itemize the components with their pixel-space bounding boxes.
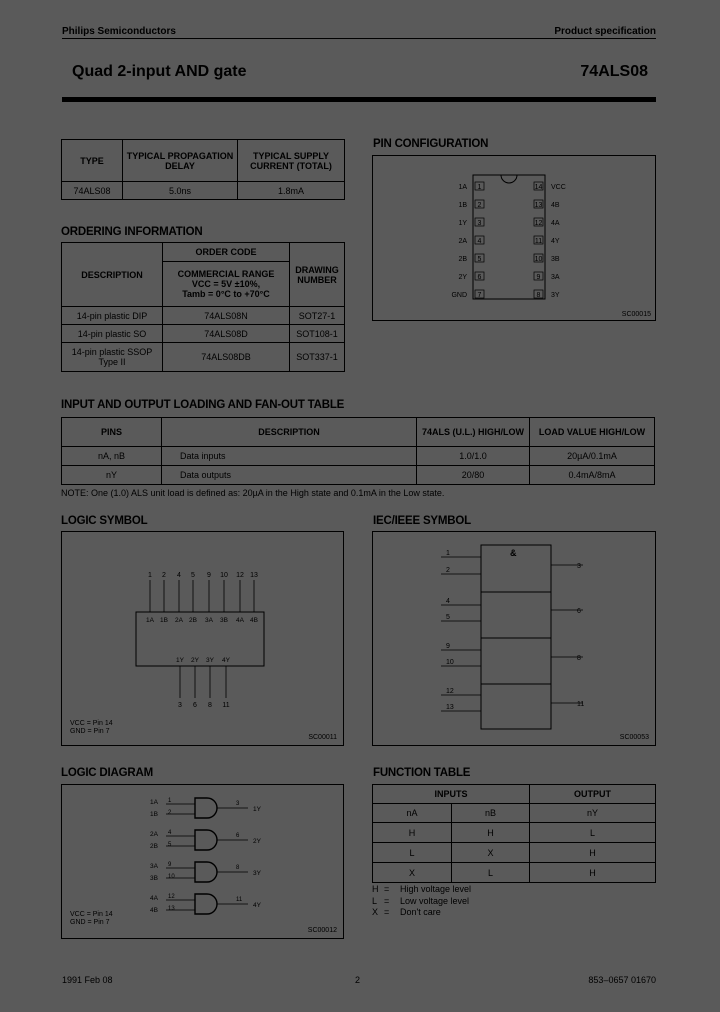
ld-input-pin: 12 xyxy=(168,894,175,900)
ft-cell: H xyxy=(530,863,656,883)
ld-output-label: 2Y xyxy=(253,838,261,845)
dip-pin-label: 2B xyxy=(458,256,467,263)
dip-pin-label: 3B xyxy=(551,256,560,263)
ls-input-label: 3A xyxy=(205,617,213,624)
ld-ul: 20/80 xyxy=(417,466,530,485)
ls-input-label: 2B xyxy=(189,617,197,624)
ls-top-pin: 5 xyxy=(191,572,195,579)
dip-pin-label: 2Y xyxy=(458,274,467,281)
ls-output-pin: 3 xyxy=(178,702,182,709)
ld-input-label: 4A xyxy=(150,895,158,902)
dip-pin-label: 4A xyxy=(551,220,560,227)
ordering-table xyxy=(61,242,345,372)
summary-table xyxy=(61,139,345,200)
ld-input-pin: 9 xyxy=(168,862,172,868)
ld-input-label: 1A xyxy=(150,799,158,806)
ld-load: 0.4mA/8mA xyxy=(530,466,655,485)
iec-input-pin: 12 xyxy=(446,688,454,695)
ordering-title: ORDERING INFORMATION xyxy=(61,226,203,238)
doc-type: Product specification xyxy=(554,26,656,37)
ft-h-inputs: INPUTS xyxy=(373,785,530,804)
ld-input-pin: 2 xyxy=(168,810,172,816)
iec-input-pin: 9 xyxy=(446,643,450,650)
th-delay: TYPICAL PROPAGATION DELAY xyxy=(123,140,238,182)
logic-diagram-title: LOGIC DIAGRAM xyxy=(61,767,153,779)
ld-power-notes xyxy=(70,911,113,927)
title-rule xyxy=(62,97,656,102)
ord-h-vcc: VCC = 5V ±10%, xyxy=(191,279,261,289)
ls-input-label: 4A xyxy=(236,617,244,624)
logic-symbol-diagram xyxy=(62,532,343,745)
logic-symbol-pins xyxy=(146,572,258,709)
ls-top-pin: 9 xyxy=(207,572,211,579)
dip-pin-number: 14 xyxy=(534,184,543,191)
ld-pins: nY xyxy=(62,466,162,485)
ord-desc: 14-pin plastic DIP xyxy=(62,307,163,325)
loading-note: NOTE: One (1.0) ALS unit load is defined as: 20µA in the High state and 0.1mA in the Low state. xyxy=(61,488,445,498)
pin-config-code: SC00015 xyxy=(621,311,651,318)
ld-h-load: LOAD VALUE HIGH/LOW xyxy=(530,418,655,447)
dip-pin-label: 1A xyxy=(458,184,467,191)
dip-pin-number: 7 xyxy=(477,292,482,299)
ld-desc: Data outputs xyxy=(162,466,417,485)
ord-h-commercial xyxy=(163,262,290,307)
iec-input-pin: 2 xyxy=(446,567,450,574)
ls-vcc: VCC = Pin 14 xyxy=(70,720,113,727)
ld-input-label: 3B xyxy=(150,875,158,882)
ls-top-pin: 10 xyxy=(220,572,228,579)
ls-top-pin: 2 xyxy=(162,572,166,579)
ord-h-tamb: Tamb = 0°C to +70°C xyxy=(182,289,270,299)
dip-pin-label: VCC xyxy=(551,184,566,191)
company-name: Philips Semiconductors xyxy=(62,26,176,37)
cell-type: 74ALS08 xyxy=(62,182,123,200)
ord-h-order: ORDER CODE xyxy=(163,243,290,262)
cell-supply: 1.8mA xyxy=(238,182,345,200)
footer-doc: 853–0657 01670 xyxy=(588,975,656,985)
ld-pins: nA, nB xyxy=(62,447,162,466)
ft-cell: X xyxy=(373,863,452,883)
dip-pin-number: 10 xyxy=(534,256,543,263)
ft-cell: L xyxy=(373,843,452,863)
dip-pin-number: 13 xyxy=(534,202,543,209)
ord-desc: 14-pin plastic SO xyxy=(62,325,163,343)
pin-config-title: PIN CONFIGURATION xyxy=(373,138,489,150)
ft-cell: L xyxy=(452,863,530,883)
dip-pin-number: 9 xyxy=(536,274,541,281)
iec-input-pin: 13 xyxy=(446,704,454,711)
ls-top-pin: 1 xyxy=(148,572,152,579)
ls-output-pin: 8 xyxy=(208,702,212,709)
iec-title: IEC/IEEE SYMBOL xyxy=(373,515,471,527)
ft-cell: H xyxy=(373,823,452,843)
part-number: 74ALS08 xyxy=(580,63,648,80)
dip-pin-label: 3Y xyxy=(551,292,560,299)
dip-package-diagram xyxy=(373,156,655,320)
ld-input-pin: 1 xyxy=(168,798,172,804)
pin-config-box xyxy=(372,155,656,321)
ld-output-pin: 6 xyxy=(236,833,240,839)
dip-pin-label: 3A xyxy=(551,274,560,281)
dip-pin-number: 6 xyxy=(477,274,482,281)
ld-output-pin: 11 xyxy=(236,897,243,903)
th-type: TYPE xyxy=(62,140,123,182)
dip-pin-label: GND xyxy=(451,292,467,299)
iec-output-pin: 6 xyxy=(577,608,581,615)
logic-symbol-title: LOGIC SYMBOL xyxy=(61,515,148,527)
ld-desc: Data inputs xyxy=(162,447,417,466)
loading-title: INPUT AND OUTPUT LOADING AND FAN-OUT TABLE xyxy=(61,399,345,411)
ld-output-pin: 8 xyxy=(236,865,240,871)
dip-notch xyxy=(501,175,517,183)
ld-vcc: VCC = Pin 14 xyxy=(70,911,113,918)
ft-legend-row: L = Low voltage level xyxy=(372,895,470,906)
dip-pin-number: 5 xyxy=(477,256,482,263)
loading-table xyxy=(61,417,655,485)
ld-load: 20µA/0.1mA xyxy=(530,447,655,466)
ld-output-label: 3Y xyxy=(253,870,261,877)
ls-input-label: 4B xyxy=(250,617,258,624)
cell-delay: 5.0ns xyxy=(123,182,238,200)
page-title: Quad 2-input AND gate xyxy=(72,63,247,80)
dip-pin-number: 3 xyxy=(477,220,482,227)
ld-output-label: 1Y xyxy=(253,806,261,813)
logic-diagram-box xyxy=(61,784,344,939)
dip-pin-number: 12 xyxy=(534,220,543,227)
iec-output-pin: 11 xyxy=(577,701,585,708)
ord-code: 74ALS08D xyxy=(163,325,290,343)
ls-top-pin: 4 xyxy=(177,572,181,579)
ft-cell: H xyxy=(452,823,530,843)
ls-input-label: 3B xyxy=(220,617,228,624)
iec-input-pin: 1 xyxy=(446,550,450,557)
iec-input-pin: 5 xyxy=(446,614,450,621)
ft-cell: L xyxy=(530,823,656,843)
and-gate xyxy=(195,798,217,818)
dip-pin-label: 2A xyxy=(458,238,467,245)
ld-input-label: 1B xyxy=(150,811,158,818)
iec-box xyxy=(372,531,656,746)
iec-output-pin: 8 xyxy=(577,655,581,662)
footer-date: 1991 Feb 08 xyxy=(62,975,113,985)
footer-page: 2 xyxy=(355,975,361,985)
ord-h-drawing: DRAWING NUMBER xyxy=(290,243,345,307)
ls-top-pin: 12 xyxy=(236,572,244,579)
th-supply: TYPICAL SUPPLY CURRENT (TOTAL) xyxy=(238,140,345,182)
ld-input-pin: 5 xyxy=(168,842,172,848)
and-gate xyxy=(195,894,217,914)
iec-output-pin: 3 xyxy=(577,563,581,570)
logic-diagram-gates xyxy=(150,798,262,914)
iec-code: SC00053 xyxy=(619,734,649,741)
iec-input-pin: 10 xyxy=(446,659,454,666)
ft-h-output: OUTPUT xyxy=(530,785,656,804)
ft-legend-row: X = Don't care xyxy=(372,907,441,917)
header-rule xyxy=(62,38,656,39)
ld-gnd: GND = Pin 7 xyxy=(70,919,110,926)
ld-input-label: 2B xyxy=(150,843,158,850)
and-gate xyxy=(195,862,217,882)
iec-symbol-diagram xyxy=(373,532,655,745)
ls-top-pin: 13 xyxy=(250,572,258,579)
ls-power-notes xyxy=(70,720,113,736)
ld-output-label: 4Y xyxy=(253,902,261,909)
ls-code: SC00011 xyxy=(308,734,337,741)
ls-input-label: 1B xyxy=(160,617,168,624)
ft-legend-row: H = High voltage level xyxy=(372,884,472,894)
ld-input-label: 2A xyxy=(150,831,158,838)
iec-input-pin: 4 xyxy=(446,598,450,605)
ls-output-pin: 6 xyxy=(193,702,197,709)
ld-input-pin: 4 xyxy=(168,830,172,836)
ld-code: SC00012 xyxy=(307,927,337,934)
ord-drawing: SOT108-1 xyxy=(290,325,345,343)
ld-output-pin: 3 xyxy=(236,801,240,807)
ft-col-nb: nB xyxy=(452,804,530,823)
dip-pin-number: 1 xyxy=(477,184,482,191)
ld-input-label: 4B xyxy=(150,907,158,914)
ld-h-pins: PINS xyxy=(62,418,162,447)
iec-body xyxy=(481,545,551,729)
ft-cell: H xyxy=(530,843,656,863)
ls-input-label: 1A xyxy=(146,617,154,624)
dip-pin-number: 11 xyxy=(534,238,543,245)
ord-code: 74ALS08N xyxy=(163,307,290,325)
dip-pin-number: 8 xyxy=(536,292,541,299)
ls-input-label: 2A xyxy=(175,617,183,624)
ls-output-label: 1Y xyxy=(176,657,184,664)
dip-pin-number: 2 xyxy=(477,202,482,209)
ld-h-ul: 74ALS (U.L.) HIGH/LOW xyxy=(417,418,530,447)
dip-pin-label: 1B xyxy=(458,202,467,209)
ld-input-label: 3A xyxy=(150,863,158,870)
and-gate xyxy=(195,830,217,850)
ord-drawing: SOT27-1 xyxy=(290,307,345,325)
ord-h-commercial-label: COMMERCIAL RANGE xyxy=(177,269,275,279)
ft-cell: X xyxy=(452,843,530,863)
ft-col-ny: nY xyxy=(530,804,656,823)
dip-pin-label: 4Y xyxy=(551,238,560,245)
ld-input-pin: 13 xyxy=(168,906,175,912)
ord-desc: 14-pin plastic SSOP Type II xyxy=(62,343,163,372)
ord-drawing: SOT337-1 xyxy=(290,343,345,372)
ord-code: 74ALS08DB xyxy=(163,343,290,372)
ls-gnd: GND = Pin 7 xyxy=(70,728,110,735)
ord-h-desc: DESCRIPTION xyxy=(62,243,163,307)
dip-pin-label: 1Y xyxy=(458,220,467,227)
logic-symbol-box xyxy=(61,531,344,746)
ld-h-desc: DESCRIPTION xyxy=(162,418,417,447)
ft-col-na: nA xyxy=(373,804,452,823)
ls-output-label: 3Y xyxy=(206,657,214,664)
ld-ul: 1.0/1.0 xyxy=(417,447,530,466)
ft-legend xyxy=(372,884,471,919)
function-table xyxy=(372,784,656,883)
dip-pins xyxy=(451,182,565,299)
ls-output-label: 4Y xyxy=(222,657,230,664)
iec-amp: & xyxy=(510,548,517,558)
dip-pin-number: 4 xyxy=(477,238,482,245)
iec-pins xyxy=(441,550,584,711)
ls-output-label: 2Y xyxy=(191,657,199,664)
ls-output-pin: 11 xyxy=(222,702,230,709)
ld-input-pin: 10 xyxy=(168,874,175,880)
function-table-title: FUNCTION TABLE xyxy=(373,767,471,779)
dip-pin-label: 4B xyxy=(551,202,560,209)
logic-symbol-body xyxy=(136,612,264,666)
